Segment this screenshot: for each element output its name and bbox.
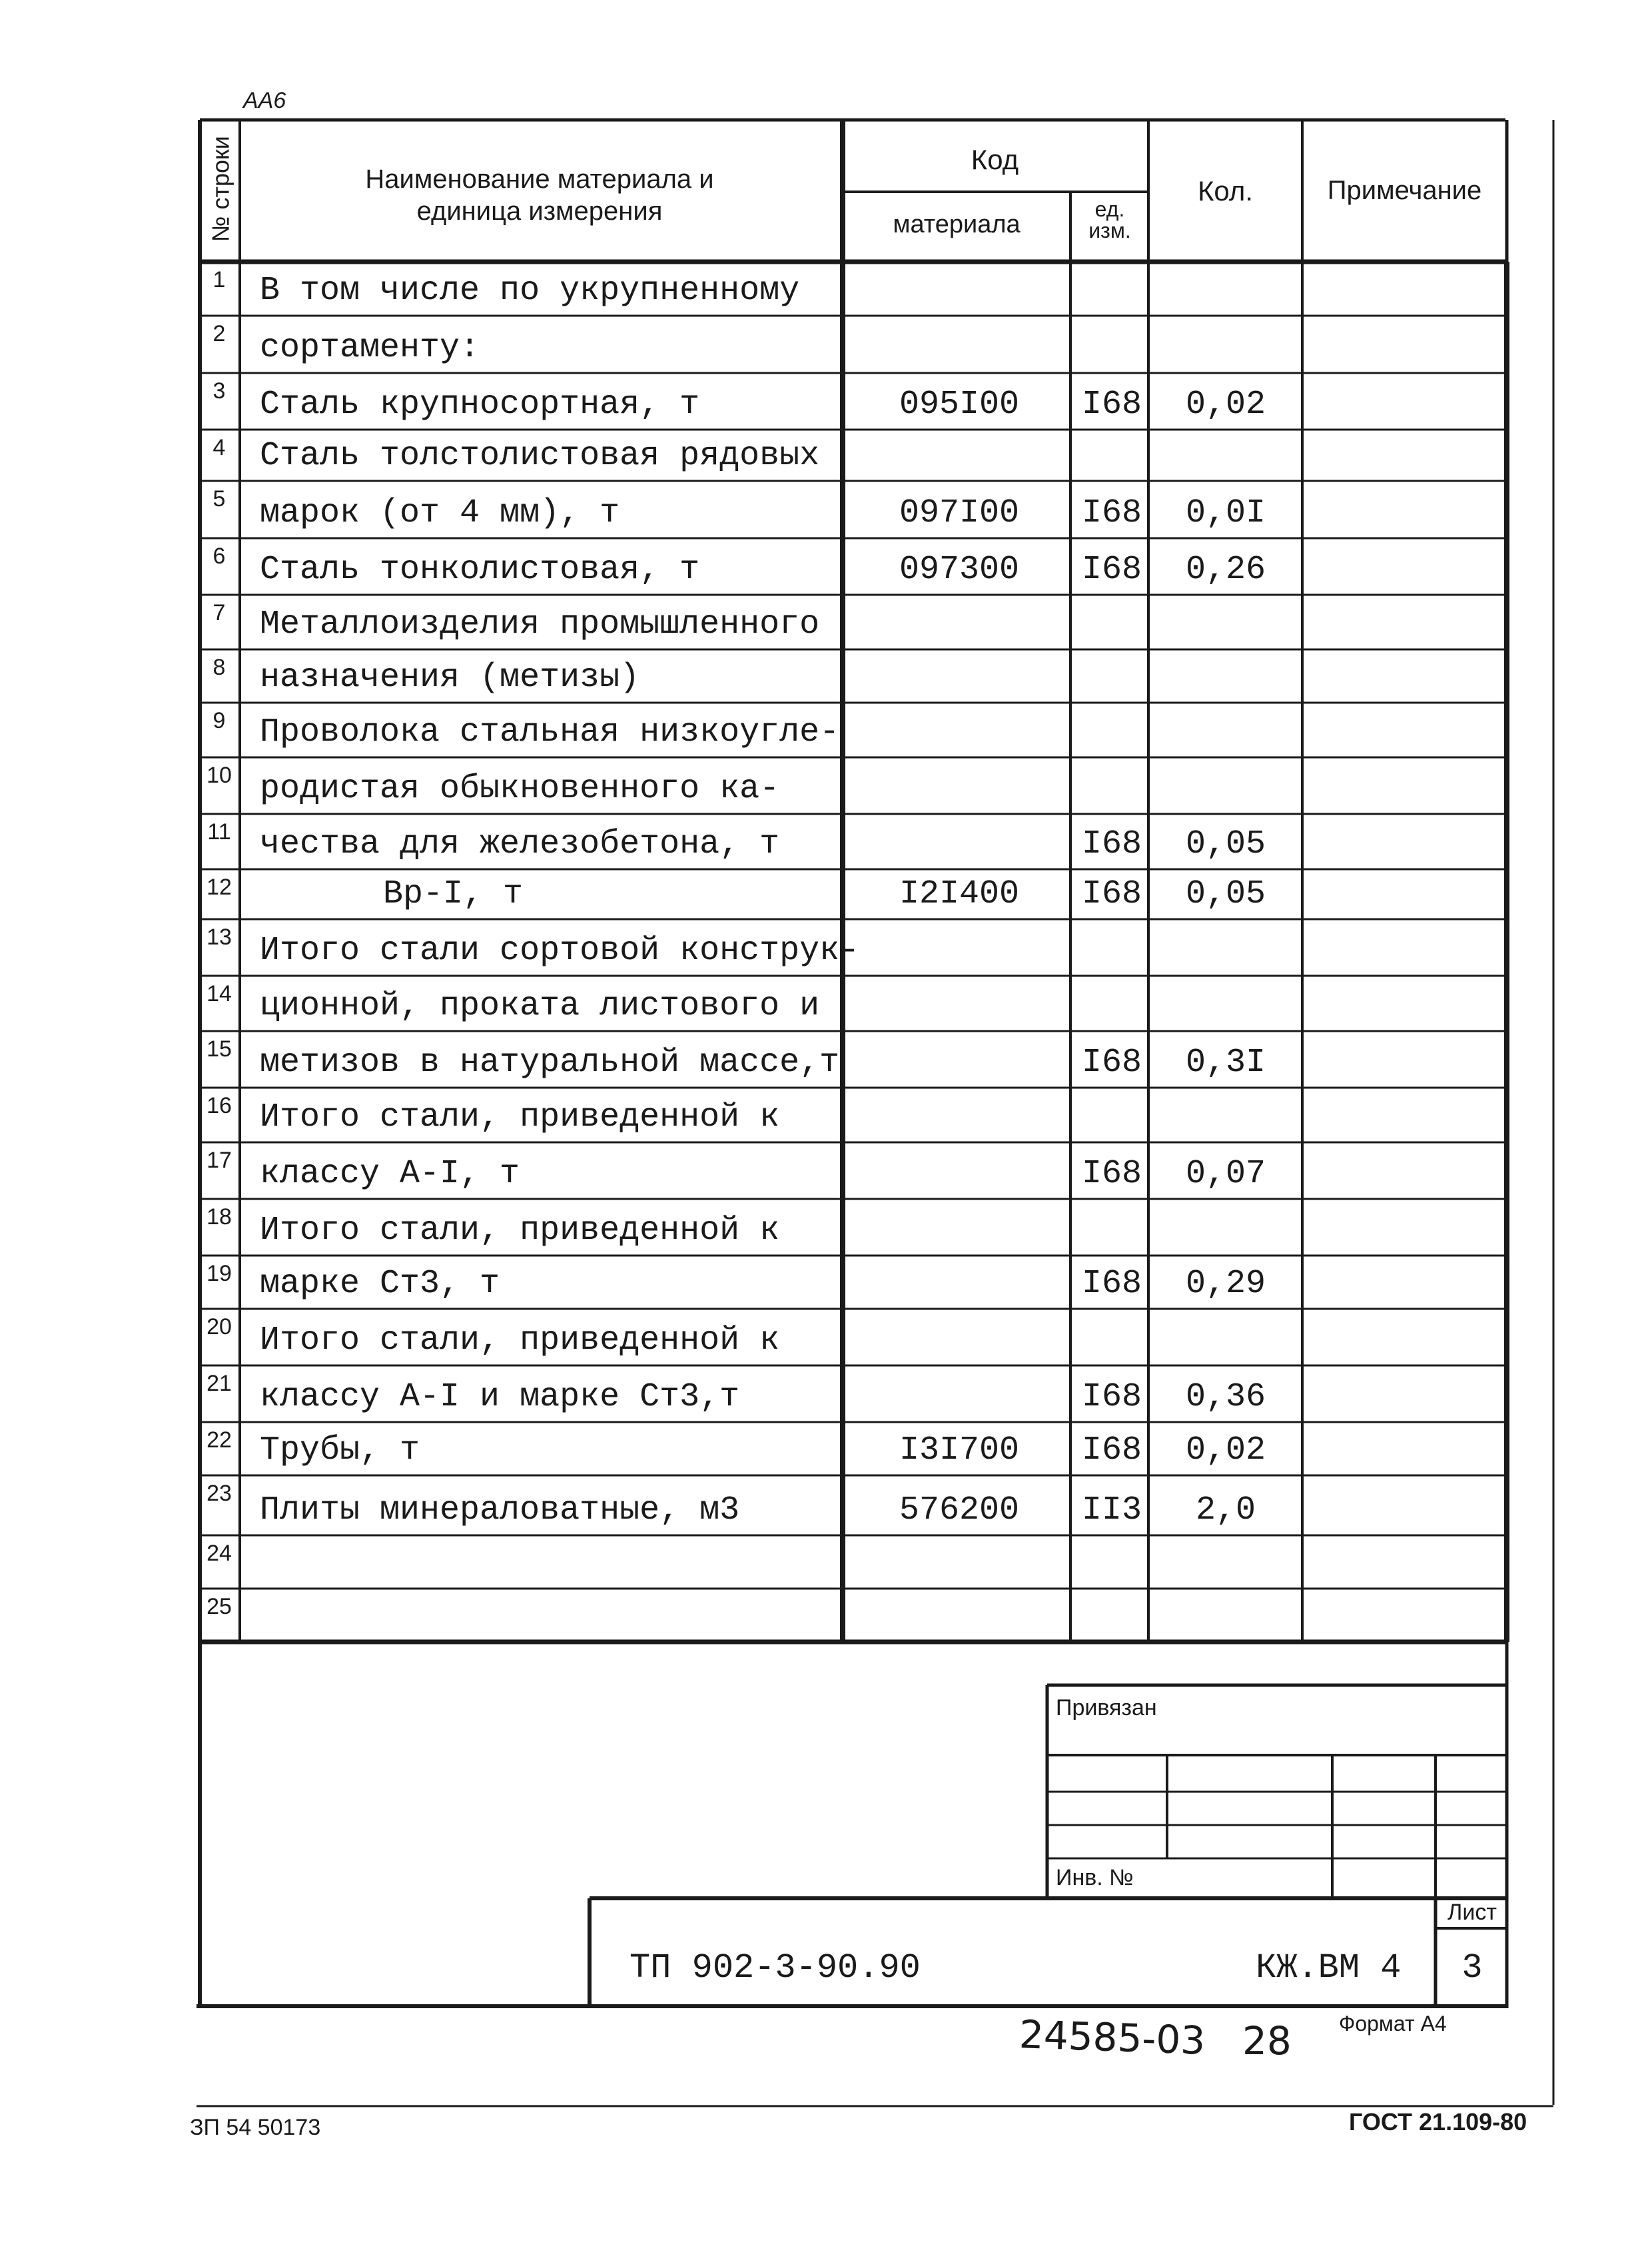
row-number: 18 [206,1204,232,1230]
material-name: Трубы, т [260,1431,420,1469]
material-code: I2I400 [899,875,1020,913]
header-code: Код [971,144,1019,175]
material-name: родистая обыкновенного ка- [260,770,780,808]
material-code: 097I00 [899,494,1020,532]
quantity: 0,05 [1185,875,1266,913]
quantity: 0,36 [1185,1378,1266,1416]
left-footer-code: ЗП 54 50173 [190,2115,321,2140]
row-number: 10 [206,763,232,788]
unit-code: I68 [1081,551,1142,589]
sheet-number: 3 [1461,1948,1483,1988]
row-number: 24 [206,1541,232,1566]
material-code: I3I700 [899,1431,1020,1469]
row-number: 11 [207,819,231,845]
format-label: Формат А4 [1339,2012,1447,2036]
inventory-number-label: Инв. № [1056,1865,1134,1890]
unit-code: I68 [1081,494,1142,532]
header-code-material: материала [893,210,1021,238]
material-code: 095I00 [899,386,1020,424]
header-quantity: Кол. [1197,175,1254,206]
material-name: Металлоизделия промышленного [260,605,820,643]
material-name: Плиты минераловатные, м3 [260,1491,740,1529]
row-number: 21 [206,1371,232,1396]
material-name: метизов в натуральной массе,т [260,1044,840,1082]
unit-code: I68 [1081,1378,1142,1416]
material-name: В том числе по укрупненному [260,272,800,310]
quantity: 0,0I [1185,494,1266,532]
row-number: 16 [206,1093,232,1118]
quantity: 0,07 [1185,1155,1266,1193]
document-code: ТП 902-3-90.90 [629,1948,921,1988]
material-name: чества для железобетона, т [260,825,780,863]
row-number: 13 [206,925,232,950]
unit-code: I68 [1081,875,1142,913]
header-code-unit: ед. изм. [1088,197,1131,242]
row-number: 6 [212,544,226,569]
header-note: Примечание [1327,176,1482,205]
quantity: 0,05 [1185,825,1266,863]
top-mark: AA6 [243,88,286,113]
quantity: 0,02 [1185,1431,1266,1469]
material-name: Вр-I, т [383,875,524,913]
quantity: 0,3I [1185,1044,1266,1082]
material-name: Сталь толстолистовая рядовых [260,437,820,475]
material-name: Сталь крупносортная, т [260,386,700,424]
row-number: 20 [206,1314,232,1339]
material-name: Итого стали сортовой конструк- [260,932,860,970]
row-number: 15 [206,1036,232,1062]
material-name: назначения (метизы) [260,659,640,697]
material-name: марке Ст3, т [260,1265,500,1303]
unit-code: II3 [1081,1491,1142,1529]
row-number: 12 [206,875,232,900]
row-number: 2 [212,321,226,346]
row-number: 1 [212,267,226,292]
gost-reference: ГОСТ 21.109-80 [1349,2108,1527,2135]
material-name: Проволока стальная низкоугле- [260,713,840,751]
row-number: 19 [206,1261,232,1286]
unit-code: I68 [1081,1431,1142,1469]
row-number: 7 [212,600,226,625]
material-name: марок (от 4 мм), т [260,494,620,532]
unit-code: I68 [1081,386,1142,424]
quantity: 0,02 [1185,386,1266,424]
quantity: 2,0 [1195,1491,1256,1529]
material-name: Итого стали, приведенной к [260,1098,780,1136]
quantity: 0,26 [1185,551,1266,589]
material-code: 097300 [899,551,1020,589]
handwritten-inventory-number: 24585-03 [1018,2012,1206,2063]
sheet-label: Лист [1447,1900,1497,1925]
quantity: 0,29 [1185,1265,1266,1303]
unit-code: I68 [1081,825,1142,863]
row-number: 3 [212,378,226,404]
row-number: 4 [212,435,226,460]
material-name: Сталь тонколистовая, т [260,551,700,589]
header-material-name: Наименование материала и единица измерения [365,165,714,226]
unit-code: I68 [1081,1265,1142,1303]
handwritten-page-number: 28 [1242,2018,1292,2063]
material-name: классу А-I и марке Ст3,т [260,1378,740,1416]
material-name: классу А-I, т [260,1155,520,1193]
material-name: Итого стали, приведенной к [260,1212,780,1250]
material-name: Итого стали, приведенной к [260,1321,780,1359]
material-code: 576200 [899,1491,1020,1529]
row-number: 17 [206,1148,232,1173]
row-number: 23 [206,1481,232,1506]
row-number: 5 [212,486,226,512]
row-number: 14 [206,981,232,1006]
row-number: 25 [206,1594,232,1619]
unit-code: I68 [1081,1155,1142,1193]
row-number: 9 [212,708,226,733]
binding-label: Привязан [1056,1695,1157,1720]
material-name: ционной, проката листового и [260,987,820,1025]
row-number: 22 [206,1427,232,1453]
material-name: сортаменту: [260,329,480,367]
row-number: 8 [212,655,226,680]
header-row-number: № строки [206,136,234,242]
document-mark: КЖ.ВМ 4 [1256,1948,1402,1988]
unit-code: I68 [1081,1044,1142,1082]
